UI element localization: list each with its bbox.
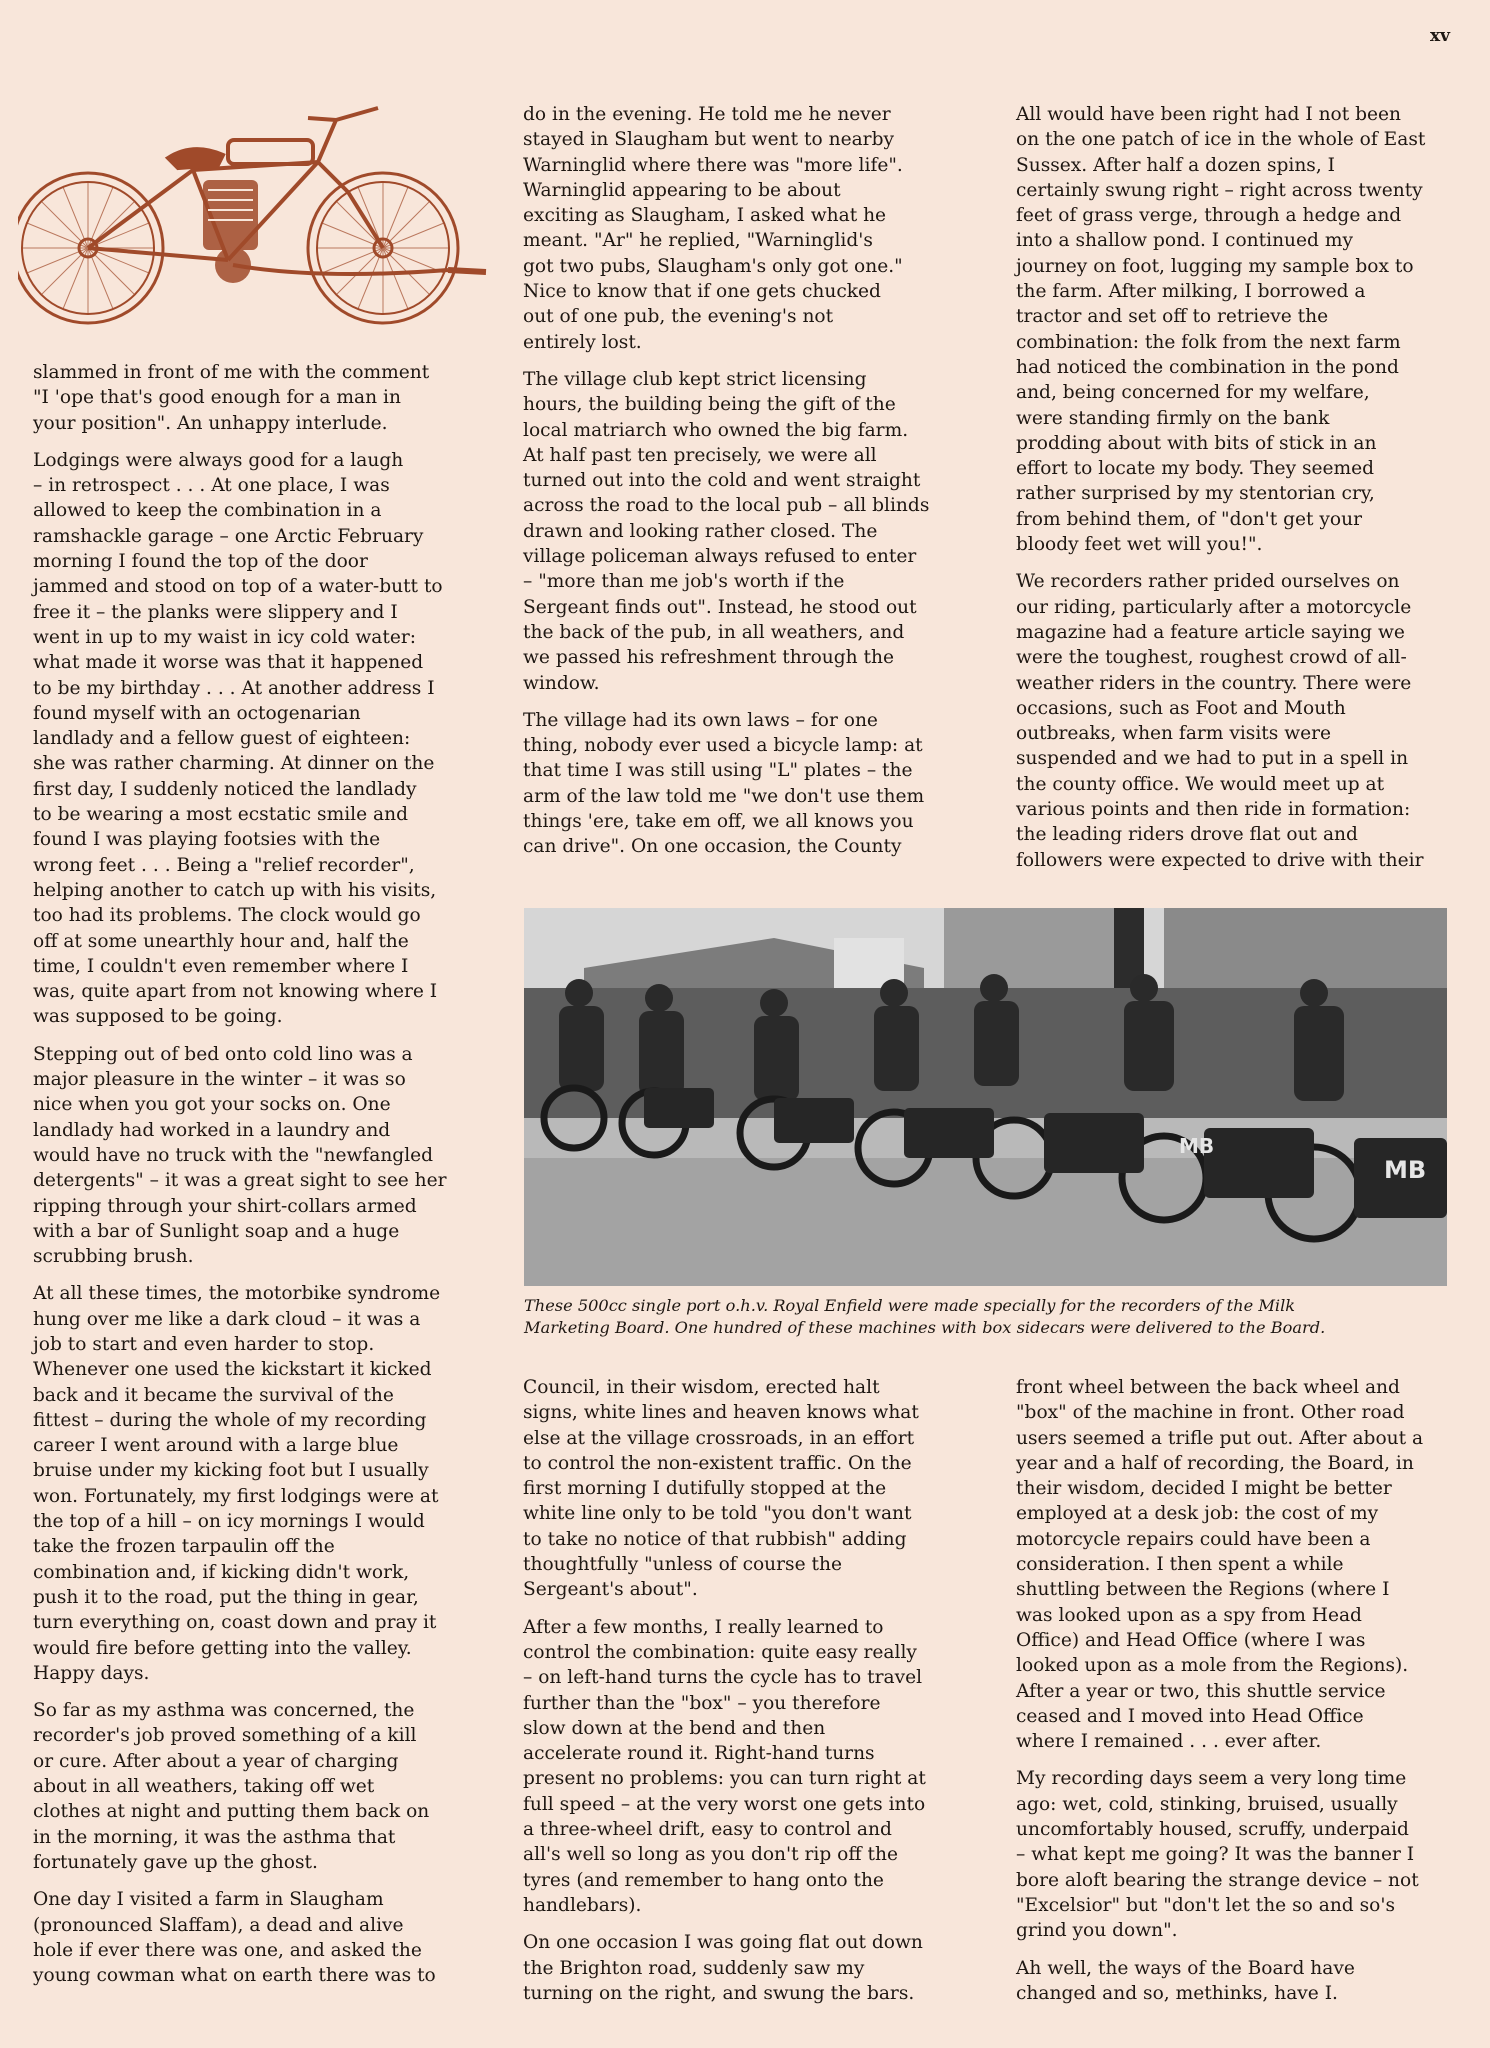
text-line: in the morning, it was the asthma that (33, 1826, 396, 1848)
text-line: present no problems: you can turn right at (523, 1768, 926, 1790)
text-line: tyres (and remember to hang onto the (523, 1869, 884, 1891)
text-line: combination and, if kicking didn't work, (33, 1561, 410, 1583)
text-line: to be my birthday . . . At another address I (33, 677, 435, 699)
recorders-motorcycles-photo (524, 908, 1447, 1286)
text-line: off at some unearthly hour and, half the (33, 930, 409, 952)
text-line: and, being concerned for my welfare, (1016, 382, 1370, 404)
text-line: handlebars). (523, 1894, 642, 1916)
paragraph (523, 1375, 978, 1603)
text-line: One day I visited a farm in Slaugham (33, 1889, 384, 1911)
text-line: turning on the right, and swung the bars. (523, 1982, 915, 2004)
text-line: nice when you got your socks on. One (33, 1094, 391, 1116)
column-3-top (1016, 102, 1476, 885)
text-line: prodding about with bits of stick in an (1016, 432, 1377, 454)
text-line: clothes at night and putting them back on (33, 1801, 430, 1823)
paragraph (1016, 1766, 1476, 1943)
text-line: motorcycle repairs could have been a (1016, 1528, 1371, 1550)
text-line: – what kept me going? It was the banner I (1016, 1844, 1415, 1866)
text-line: back and it became the survival of the (33, 1384, 394, 1406)
text-line: got two pubs, Slaugham's only got one." (523, 255, 903, 277)
text-line: certainly swung right – right across twenty (1016, 179, 1423, 201)
text-line: feet of grass verge, through a hedge and (1016, 205, 1402, 227)
text-line: Nice to know that if one gets chucked (523, 281, 881, 303)
text-line: Warninglid where there was "more life". (523, 154, 903, 176)
text-line: free it – the planks were slippery and I (33, 601, 398, 623)
text-line: hours, the building being the gift of the (523, 394, 896, 416)
text-line: push it to the road, put the thing in gear, (33, 1586, 419, 1608)
paragraph (33, 1698, 493, 1875)
text-line: users seemed a trifle put out. After about a (1016, 1427, 1424, 1449)
text-line: on the one patch of ice in the whole of East (1016, 129, 1426, 151)
text-line: "I 'ope that's good enough for a man in (33, 387, 401, 409)
text-line: bruise under my kicking foot but I usually (33, 1460, 429, 1482)
text-line: Whenever one used the kickstart it kicked (33, 1359, 432, 1381)
text-line: morning I found the top of the door (33, 551, 368, 573)
text-line: were standing firmly on the bank (1016, 407, 1330, 429)
text-line: meant. "Ar" he replied, "Warninglid's (523, 230, 873, 252)
text-line: window. (523, 672, 600, 694)
column-2-top (523, 102, 978, 872)
text-line: – in retrospect . . . At one place, I was (33, 475, 390, 497)
text-line: all's well so long as you don't rip off the (523, 1844, 898, 1866)
text-line: full speed – at the very worst one gets into (523, 1793, 926, 1815)
text-line: employed at a desk job: the cost of my (1016, 1503, 1379, 1525)
text-line: local matriarch who owned the big farm. (523, 419, 909, 441)
text-line: fortunately gave up the ghost. (33, 1851, 318, 1873)
text-line: "Excelsior" but "don't let the so and so's (1016, 1894, 1395, 1916)
text-line: or cure. After about a year of charging (33, 1750, 399, 1772)
text-line: would have no truck with the "newfangled (33, 1144, 434, 1166)
text-line: was supposed to be going. (33, 1006, 283, 1028)
text-line: Happy days. (33, 1662, 150, 1684)
text-line: "box" of the machine in front. Other road (1016, 1402, 1405, 1424)
text-line: ago: wet, cold, stinking, bruised, usually (1016, 1793, 1398, 1815)
text-line: bloody feet wet will you!". (1016, 534, 1263, 556)
column-1 (33, 360, 493, 2000)
text-line: into a shallow pond. I continued my (1016, 230, 1353, 252)
paragraph (523, 708, 978, 860)
text-line: At half past ten precisely, we were all (523, 444, 877, 466)
text-line: a three-wheel drift, easy to control and (523, 1819, 892, 1841)
page-number: xv (1429, 26, 1450, 46)
text-line: So far as my asthma was concerned, the (33, 1700, 415, 1722)
text-line: consideration. I then spent a while (1016, 1554, 1344, 1576)
paragraph (1016, 102, 1476, 557)
text-line: control the combination: quite easy really (523, 1641, 917, 1663)
text-line: helping another to catch up with his visits, (33, 879, 437, 901)
text-line: were the toughest, roughest crowd of all- (1016, 647, 1407, 669)
text-line: – on left-hand turns the cycle has to travel (523, 1667, 923, 1689)
text-line: career I went around with a large blue (33, 1435, 399, 1457)
text-line: followers were expected to drive with their (1016, 849, 1424, 871)
paragraph (33, 360, 493, 436)
text-line: magazine had a feature article saying we (1016, 621, 1405, 643)
text-line: Warninglid appearing to be about (523, 179, 841, 201)
text-line: Stepping out of bed onto cold lino was a (33, 1043, 413, 1065)
text-line: landlady had worked in a laundry and (33, 1119, 391, 1141)
text-line: thoughtfully "unless of course the (523, 1554, 842, 1576)
motorcycle-illustration (18, 100, 488, 335)
paragraph (33, 1042, 493, 1270)
text-line: entirely lost. (523, 331, 642, 353)
text-line: exciting as Slaugham, I asked what he (523, 205, 887, 227)
text-line: to control the non-existent traffic. On the (523, 1452, 912, 1474)
paragraph (33, 448, 493, 1030)
text-line: Sergeant finds out". Instead, he stood out (523, 596, 917, 618)
text-line: (pronounced Slaffam), a dead and alive (33, 1914, 404, 1936)
text-line: rather surprised by my stentorian cry, (1016, 483, 1375, 505)
text-line: further than the "box" – you therefore (523, 1692, 881, 1714)
text-line: your position". An unhappy interlude. (33, 412, 388, 434)
caption-line: These 500cc single port o.h.v. Royal Enfield were made specially for the recorders of the Milk (524, 1296, 1296, 1315)
text-line: time, I couldn't even remember where I (33, 955, 409, 977)
text-line: young cowman what on earth there was to (33, 1965, 436, 1987)
text-line: recorder's job proved something of a kill (33, 1725, 417, 1747)
paragraph (1016, 1956, 1476, 2007)
text-line: The village had its own laws – for one (523, 709, 878, 731)
text-line: had noticed the combination in the pond (1016, 356, 1399, 378)
text-line: hole if ever there was one, and asked the (33, 1939, 422, 1961)
text-line: We recorders rather prided ourselves on (1016, 571, 1400, 593)
text-line: signs, white lines and heaven knows what (523, 1402, 919, 1424)
text-line: Office) and Head Office (where I was (1016, 1629, 1366, 1651)
text-line: first morning I dutifully stopped at the (523, 1478, 887, 1500)
text-line: thing, nobody ever used a bicycle lamp: at (523, 735, 923, 757)
text-line: detergents" – it was a great sight to see her (33, 1170, 447, 1192)
text-line: front wheel between the back wheel and (1016, 1377, 1400, 1398)
sidecar-marking: MB (1179, 1134, 1215, 1158)
text-line: out of one pub, the evening's not (523, 306, 834, 328)
text-line: Sergeant's about". (523, 1579, 698, 1601)
text-line: slammed in front of me with the comment (33, 362, 430, 383)
text-line: shuttling between the Regions (where I (1016, 1579, 1390, 1601)
text-line: too had its problems. The clock would go (33, 905, 421, 927)
text-line: we passed his refreshment through the (523, 647, 895, 669)
text-line: looked upon as a mole from the Regions). (1016, 1655, 1409, 1677)
text-line: our riding, particularly after a motorcycle (1016, 596, 1412, 618)
text-line: their wisdom, decided I might be better (1016, 1478, 1392, 1500)
text-line: with a bar of Sunlight soap and a huge (33, 1220, 400, 1242)
text-line: job to start and even harder to stop. (33, 1333, 375, 1355)
text-line: to take no notice of that rubbish" adding (523, 1528, 907, 1550)
text-line: fittest – during the whole of my recording (33, 1409, 427, 1431)
text-line: grind you down". (1016, 1920, 1178, 1942)
text-line: slow down at the bend and then (523, 1717, 826, 1739)
text-line: jammed and stood on top of a water-butt to (33, 576, 443, 598)
sidecar-marking: MB (1384, 1156, 1427, 1184)
text-line: the Brighton road, suddenly saw my (523, 1957, 865, 1979)
text-line: that time I was still using "L" plates – the (523, 760, 913, 782)
text-line: hung over me like a dark cloud – it was a (33, 1308, 421, 1330)
text-line: she was rather charming. At dinner on the (33, 753, 435, 775)
text-line: tractor and set off to retrieve the (1016, 306, 1329, 328)
text-line: various points and then ride in formation: (1016, 799, 1411, 821)
text-line: At all these times, the motorbike syndrome (33, 1283, 441, 1305)
text-line: wrong feet . . . Being a "relief recorder", (33, 854, 415, 876)
text-line: Council, in their wisdom, erected halt (523, 1377, 880, 1398)
text-line: effort to locate my body. They seemed (1016, 458, 1375, 480)
text-line: My recording days seem a very long time (1016, 1768, 1407, 1790)
text-line: turn everything on, coast down and pray it (33, 1612, 437, 1634)
column-3-bottom (1016, 1375, 1476, 2018)
text-line: take the frozen tarpaulin off the (33, 1536, 335, 1558)
text-line: ramshackle garage – one Arctic February (33, 525, 424, 547)
text-line: The village club kept strict licensing (523, 368, 867, 390)
text-line: outbreaks, when farm visits were (1016, 723, 1332, 745)
text-line: village policeman always refused to enter (523, 546, 917, 568)
text-line: allowed to keep the combination in a (33, 500, 382, 522)
caption-line: Marketing Board. One hundred of these machines with box sidecars were delivered to the Board. (524, 1318, 1326, 1337)
text-line: turned out into the cold and went straight (523, 470, 921, 492)
text-line: the leading riders drove flat out and (1016, 824, 1358, 846)
text-line: weather riders in the country. There were (1016, 672, 1412, 694)
text-line: uncomfortably housed, scruffy, underpaid (1016, 1819, 1409, 1841)
text-line: changed and so, methinks, have I. (1016, 1982, 1338, 2004)
text-line: the back of the pub, in all weathers, and (523, 621, 905, 643)
text-line: the top of a hill – on icy mornings I would (33, 1511, 425, 1533)
text-line: went in up to my waist in icy cold water: (33, 626, 416, 648)
text-line: ceased and I moved into Head Office (1016, 1705, 1364, 1727)
text-line: found I was playing footsies with the (33, 829, 381, 851)
text-line: the county office. We would meet up at (1016, 773, 1385, 795)
text-line: year and a half of recording, the Board, in (1016, 1452, 1414, 1474)
text-line: Ah well, the ways of the Board have (1016, 1957, 1355, 1979)
text-line: After a few months, I really learned to (523, 1616, 884, 1638)
text-line: accelerate round it. Right-hand turns (523, 1743, 875, 1765)
text-line: suspended and we had to put in a spell in (1016, 748, 1409, 770)
paragraph (523, 367, 978, 696)
text-line: was looked upon as a spy from Head (1016, 1604, 1362, 1626)
paragraph (33, 1281, 493, 1686)
text-line: occasions, such as Foot and Mouth (1016, 697, 1346, 719)
photo-caption (524, 1295, 1464, 1339)
text-line: stayed in Slaugham but went to nearby (523, 129, 894, 151)
text-line: do in the evening. He told me he never (523, 104, 891, 125)
text-line: first day, I suddenly noticed the landlady (33, 778, 417, 800)
text-line: white line only to be told "you don't want (523, 1503, 912, 1525)
text-line: drawn and looking rather closed. The (523, 520, 878, 542)
text-line: All would have been right had I not been (1016, 104, 1402, 125)
text-line: journey on foot, lugging my sample box to (1016, 255, 1414, 277)
text-line: scrubbing brush. (33, 1246, 194, 1268)
paragraph (523, 1930, 978, 2006)
column-2-bottom (523, 1375, 978, 2018)
text-line: won. Fortunately, my first lodgings were at (33, 1485, 439, 1507)
text-line: about in all weathers, taking off wet (33, 1776, 375, 1798)
text-line: arm of the law told me "we don't use them (523, 785, 925, 807)
text-line: where I remained . . . ever after. (1016, 1731, 1322, 1753)
text-line: across the road to the local pub – all blinds (523, 495, 930, 517)
paragraph (523, 102, 978, 355)
text-line: bore aloft bearing the strange device – not (1016, 1869, 1419, 1891)
text-line: to be wearing a most ecstatic smile and (33, 804, 408, 826)
text-line: can drive". On one occasion, the County (523, 836, 902, 858)
text-line: what made it worse was that it happened (33, 652, 424, 674)
text-line: Lodgings were always good for a laugh (33, 449, 404, 471)
text-line: combination: the folk from the next farm (1016, 331, 1401, 353)
text-line: from behind them, of "don't get your (1016, 508, 1362, 530)
text-line: ripping through your shirt-collars armed (33, 1195, 417, 1217)
text-line: landlady and a fellow guest of eighteen: (33, 728, 411, 750)
text-line: On one occasion I was going flat out down (523, 1932, 923, 1954)
paragraph (1016, 1375, 1476, 1754)
text-line: After a year or two, this shuttle service (1016, 1680, 1386, 1702)
paragraph (1016, 569, 1476, 873)
text-line: – "more than me job's worth if the (523, 571, 845, 593)
paragraph (33, 1887, 493, 1988)
text-line: else at the village crossroads, in an effort (523, 1427, 915, 1449)
paragraph (523, 1615, 978, 1919)
text-line: major pleasure in the winter – it was so (33, 1069, 406, 1091)
text-line: found myself with an octogenarian (33, 702, 361, 724)
text-line: things 'ere, take em off, we all knows you (523, 811, 914, 833)
text-line: Sussex. After half a dozen spins, I (1016, 154, 1336, 176)
text-line: the farm. After milking, I borrowed a (1016, 281, 1366, 303)
text-line: would fire before getting into the valley. (33, 1637, 412, 1659)
text-line: was, quite apart from not knowing where I (33, 981, 438, 1003)
